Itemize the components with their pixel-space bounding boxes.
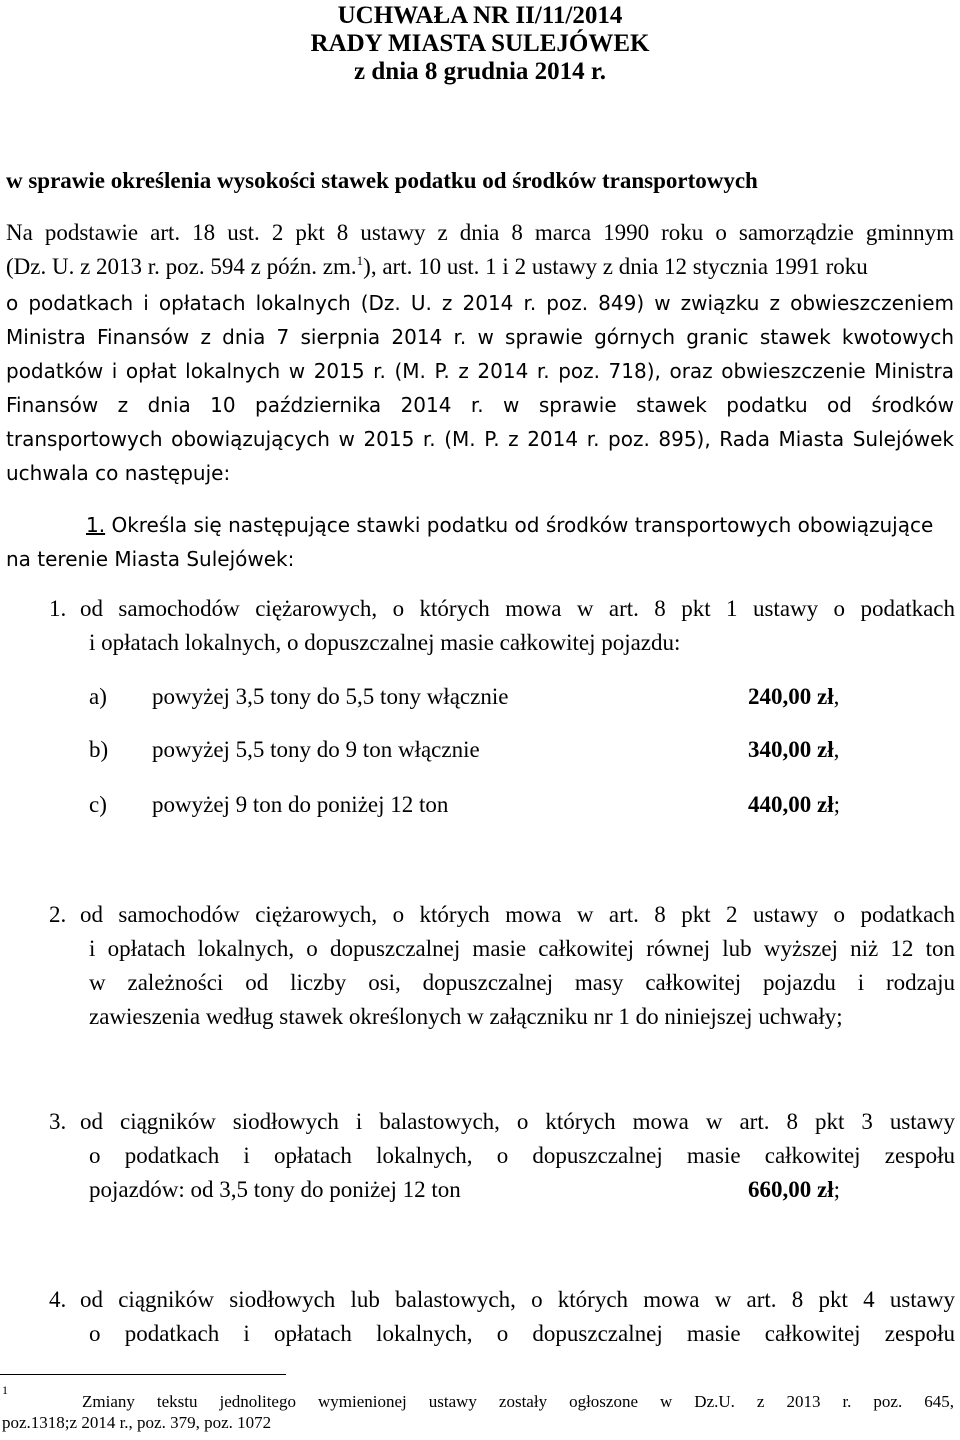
rate-punctuation: ;: [833, 1177, 840, 1202]
rate-label: c): [89, 792, 107, 817]
preamble-line: [6, 254, 954, 280]
item-3-line: pojazdów: od 3,5 tony do poniżej 12 ton: [89, 1177, 461, 1202]
rate-value: 440,00 zł: [748, 792, 834, 817]
preamble-line: uchwala co następuje:: [6, 461, 231, 485]
paragraph-number: 1.: [86, 513, 106, 537]
item-2-line: w zależności od liczby osi, dopuszczalnej masy całkowitej pojazdu i rodzaju: [89, 970, 955, 995]
resolution-title: [0, 2, 960, 86]
rate-value: 660,00 zł: [748, 1177, 834, 1202]
footnote-separator: [0, 1374, 286, 1375]
paragraph-1-line: [6, 513, 954, 537]
rate-description: powyżej 9 ton do poniżej 12 ton: [152, 792, 449, 817]
item-number: 4.: [49, 1287, 67, 1312]
rate-value: 340,00 zł: [748, 737, 834, 762]
resolution-date: z dnia 8 grudnia 2014 r.: [354, 58, 606, 85]
preamble-line: Finansów z dnia 10 października 2014 r. w sprawie stawek podatku od środków: [6, 393, 954, 417]
preamble-line: transportowych obowiązujących w 2015 r. (M. P. z 2014 r. poz. 895), Rada Miasta Sulejówek: [6, 427, 954, 451]
preamble-line: Na podstawie art. 18 ust. 2 pkt 8 ustawy z dnia 8 marca 1990 roku o samorządzie gminnym: [6, 220, 954, 245]
paragraph-1-line: na terenie Miasta Sulejówek:: [6, 547, 295, 571]
preamble-text: ), art. 10 ust. 1 i 2 ustawy z dnia 12 stycznia 1991 roku: [363, 254, 868, 279]
preamble-line: Ministra Finansów z dnia 7 sierpnia 2014 r. w sprawie górnych granic stawek kwotowych: [6, 325, 954, 349]
preamble-text: (Dz. U. z 2013 r. poz. 594 z późn. zm.: [6, 254, 357, 279]
item-number: 1.: [49, 596, 67, 621]
rate-description: powyżej 3,5 tony do 5,5 tony włącznie: [152, 684, 509, 709]
rate-label: b): [89, 737, 109, 762]
item-1-line: od samochodów ciężarowych, o których mowa w art. 8 pkt 1 ustawy o podatkach: [80, 596, 955, 621]
preamble-line: o podatkach i opłatach lokalnych (Dz. U. z 2014 r. poz. 849) w związku z obwieszczeniem: [6, 291, 954, 315]
rate-amount: [748, 684, 839, 710]
item-2-line: zawieszenia według stawek określonych w załączniku nr 1 do niniejszej uchwały;: [89, 1004, 843, 1029]
rate-punctuation: ;: [833, 792, 840, 817]
footnote-line: Zmiany tekstu jednolitego wymienionej ustawy zostały ogłoszone w Dz.U. z 2013 r. poz. 645,: [82, 1392, 954, 1411]
item-3-line: o podatkach i opłatach lokalnych, o dopuszczalnej masie całkowitej zespołu: [89, 1143, 955, 1168]
rate-punctuation: ,: [833, 737, 840, 762]
rate-amount: [748, 1177, 840, 1203]
item-3-line: od ciągników siodłowych i balastowych, o których mowa w art. 8 pkt 3 ustawy: [80, 1109, 955, 1134]
rate-value: 240,00 zł: [748, 684, 834, 709]
footnote-reference[interactable]: 1: [356, 253, 364, 268]
item-number: 2.: [49, 902, 67, 927]
rate-punctuation: ,: [833, 684, 840, 709]
rate-amount: [748, 792, 840, 818]
footnote-line: poz.1318;z 2014 r., poz. 379, poz. 1072: [2, 1413, 272, 1432]
item-2-line: od samochodów ciężarowych, o których mowa w art. 8 pkt 2 ustawy o podatkach: [80, 902, 955, 927]
rate-description: powyżej 5,5 tony do 9 ton włącznie: [152, 737, 480, 762]
item-4-line: od ciągników siodłowych lub balastowych, o których mowa w art. 8 pkt 4 ustawy: [80, 1287, 955, 1312]
footnote-mark: 1: [2, 1383, 8, 1397]
item-2-line: i opłatach lokalnych, o dopuszczalnej masie całkowitej równej lub wyższej niż 12 ton: [89, 936, 955, 961]
item-number: 3.: [49, 1109, 67, 1134]
council-name: RADY MIASTA SULEJÓWEK: [310, 30, 650, 57]
paragraph-text: Określa się następujące stawki podatku od środków transportowych obowiązujące: [111, 513, 934, 537]
item-1-line: i opłatach lokalnych, o dopuszczalnej masie całkowitej pojazdu:: [89, 630, 681, 655]
resolution-subject: w sprawie określenia wysokości stawek podatku od środków transportowych: [6, 168, 758, 193]
rate-amount: [748, 737, 839, 763]
item-4-line: o podatkach i opłatach lokalnych, o dopuszczalnej masie całkowitej zespołu: [89, 1321, 955, 1346]
preamble-line: podatków i opłat lokalnych w 2015 r. (M. P. z 2014 r. poz. 718), oraz obwieszczenie Ministra: [6, 359, 954, 383]
resolution-number: UCHWAŁA NR II/11/2014: [337, 2, 623, 29]
rate-label: a): [89, 684, 107, 709]
